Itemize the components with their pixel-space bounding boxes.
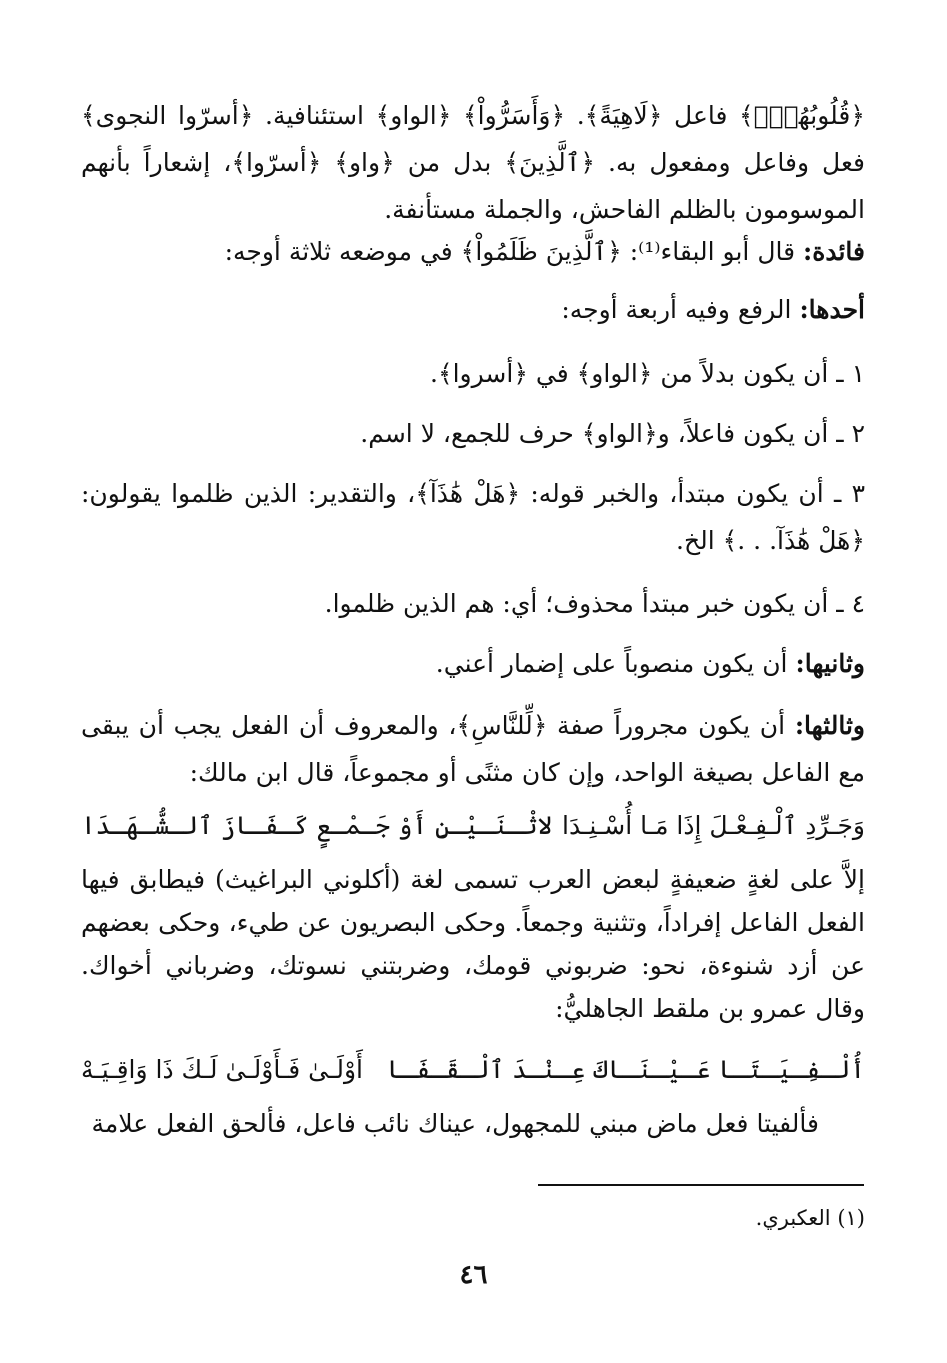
list-item-3: ٣ ـ أن يكون مبتدأ، والخبر قوله: ﴿هَلْ هَٰذَآ﴾، والتقدير: الذين ظلموا يقولون: ﴿هَلْ هَٰذَآ. . .﴾ الخ. — [81, 479, 865, 555]
verse-2-second-hemistich: أَوْلَـىٰ فَـأَوْلَـىٰ لَـكَ ذَا وَاقِـيَـهْ — [81, 1055, 363, 1084]
faida-line — [81, 232, 865, 272]
list-item-1: ١ ـ أن يكون بدلاً من ﴿الواو﴾ في ﴿أسروا﴾. — [430, 359, 865, 388]
first-aspect-line — [81, 290, 865, 330]
first-aspect-label: أحدها: — [799, 295, 865, 324]
page-number: ٤٦ — [459, 1260, 488, 1290]
last-line: فألفيتا فعل ماض مبني للمجهول، عيناك نائب فاعل، فألحق الفعل علامة — [91, 1109, 819, 1138]
paragraph-1: ﴿قُلُوبُهُمْۗ﴾ فاعل ﴿لَاهِيَةً﴾. ﴿وَأَسَرُّواْ﴾ ﴿الواو﴾ استئنافية. ﴿أسرّوا النجوى﴾ فعل وفاعل ومفعول به. ﴿ٱلَّذِينَ﴾ بدل من ﴿واو﴾ ﴿أسرّوا﴾، إشعاراً بأنهم الموسومون بالظلم الفاحش، والجملة مستأنفة. — [81, 101, 865, 224]
faida-label: فائدة: — [803, 237, 865, 266]
second-aspect-line — [81, 644, 865, 684]
list-item-4: ٤ ـ أن يكون خبر مبتدأ محذوف؛ أي: هم الذين ظلموا. — [324, 589, 865, 618]
verse-amr-ibn-milqat — [81, 1050, 865, 1090]
first-aspect-text: الرفع وفيه أربعة أوجه: — [561, 295, 792, 324]
second-aspect-text: أن يكون منصوباً على إضمار أعني. — [435, 649, 788, 678]
paragraph-after-verse-1: إلاَّ على لغةٍ ضعيفةٍ لبعض العرب تسمى لغة (أكلوني البراغيث) فيطابق فيها الفعل الفاعل إفراداً، وتثنية وجمعاً. وحكى البصريون عن طيء، وحكى بعضهم عن أزد شنوءة، نحو: ضربوني قومك، وضربتني نسوتك، وضرباني أخواك. وقال عمرو بن ملقط الجاهليُّ: — [81, 865, 865, 1023]
second-aspect-label: وثانيها: — [795, 649, 865, 678]
footnote: (١) العكبري. — [755, 1206, 865, 1230]
verse-1-first-hemistich: وَجَـرِّدِ ٱلْـفِـعْـلَ إِذَا مَـا أُسْـنِـدَا — [562, 811, 865, 840]
faida-text: قال أبو البقاء⁽¹⁾: ﴿ٱلَّذِينَ ظَلَمُواْ﴾ في موضعه ثلاثة أوجه: — [224, 237, 796, 266]
footnote-divider — [538, 1184, 864, 1186]
third-aspect-paragraph — [81, 702, 865, 796]
third-aspect-label: وثالثها: — [794, 711, 865, 740]
third-aspect-text: أن يكون مجروراً صفة ﴿لِّلنَّاسِ﴾، والمعروف أن الفعل يجب أن يبقى مع الفاعل بصيغة الواحد، وإن كان مثنًى أو مجموعاً، قال ابن مالك: — [81, 711, 865, 787]
list-item-2: ٢ ـ أن يكون فاعلاً، و﴿الواو﴾ حرف للجمع، لا اسم. — [360, 419, 865, 448]
verse-ibn-malik — [81, 806, 865, 846]
verse-2-first-hemistich: أُلْـفِـيَـتَـا عَـيْـنَـاكَ عِـنْـدَ ٱلْـقَـفَـا — [387, 1055, 865, 1084]
verse-1-second-hemistich: لاثْـنَـيْـنِ أَوْ جَـمْـعٍ كَـفَـازَ ٱلـشُّـهَـدَا — [81, 811, 553, 840]
